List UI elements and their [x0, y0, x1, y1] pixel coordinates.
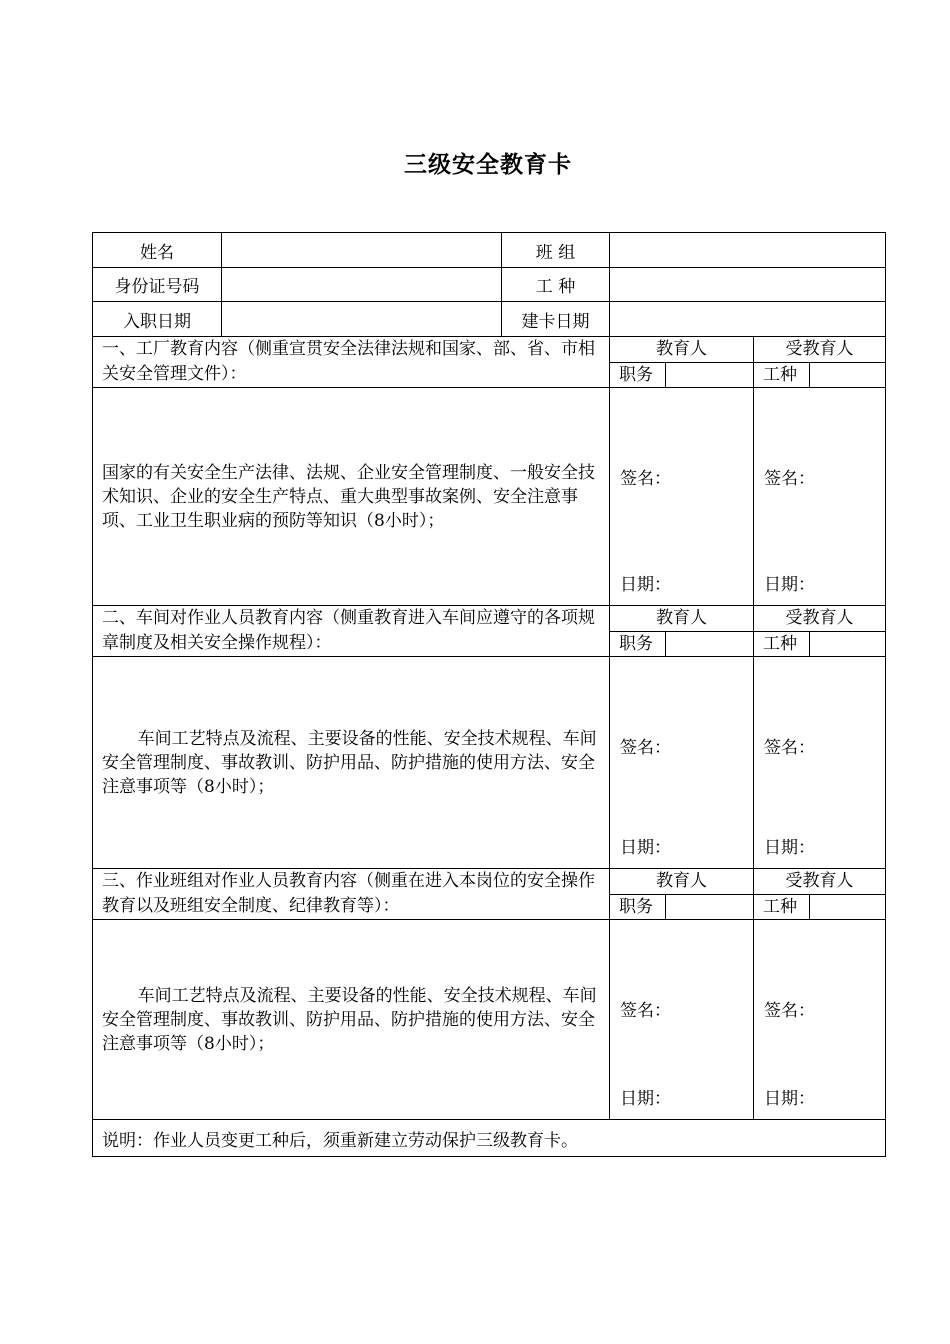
educator-label: 教育人: [610, 869, 753, 895]
sign-label: 签名：: [764, 738, 815, 758]
note-row: [93, 1120, 886, 1157]
job-type-field[interactable]: [610, 268, 886, 302]
educator-label: 教育人: [610, 337, 753, 363]
educator-sign-box[interactable]: [610, 657, 754, 869]
date-label: 日期：: [620, 575, 671, 595]
educatee-header: [754, 869, 886, 920]
card-date-field[interactable]: [610, 302, 886, 337]
educator-header: [610, 337, 754, 388]
section-heading: 三、作业班组对作业人员教育内容（侧重在进入本岗位的安全操作教育以及班组安全制度、纪律教育等）：: [93, 869, 610, 920]
position-field[interactable]: [666, 895, 753, 919]
sign-label: 签名：: [764, 469, 815, 489]
name-field[interactable]: [222, 233, 502, 268]
educatee-label: 受教育人: [754, 606, 885, 632]
id-number-field[interactable]: [222, 268, 502, 302]
info-row-id: [93, 268, 886, 302]
note-text: 说明：作业人员变更工种后，须重新建立劳动保护三级教育卡。: [93, 1120, 886, 1157]
educator-header: [610, 869, 754, 920]
job-type-label: 工种: [754, 363, 810, 387]
job-type-label: 工种: [754, 632, 810, 656]
section-content: 车间工艺特点及流程、主要设备的性能、安全技术规程、车间安全管理制度、事故教训、防护用品、防护措施的使用方法、安全注意事项等（8小时）；: [93, 920, 610, 1120]
sign-label: 签名：: [764, 1001, 815, 1021]
section-body-row: [93, 657, 886, 869]
date-label: 日期：: [764, 575, 815, 595]
educatee-label: 受教育人: [754, 869, 885, 895]
sign-label: 签名：: [620, 1001, 671, 1021]
card-date-label: 建卡日期: [502, 302, 610, 337]
section-body-row: [93, 388, 886, 606]
education-card-table: [92, 232, 886, 1157]
section-heading: 一、工厂教育内容（侧重宣贯安全法律法规和国家、部、省、市相关安全管理文件）：: [93, 337, 610, 388]
position-field[interactable]: [666, 363, 753, 387]
section-content: 车间工艺特点及流程、主要设备的性能、安全技术规程、车间安全管理制度、事故教训、防护用品、防护措施的使用方法、安全注意事项等（8小时）；: [93, 657, 610, 869]
educator-label: 教育人: [610, 606, 753, 632]
date-label: 日期：: [620, 838, 671, 858]
job-type-field[interactable]: [810, 632, 885, 656]
educatee-sign-box[interactable]: [754, 657, 886, 869]
position-label: 职务: [610, 895, 666, 919]
job-type-field[interactable]: [810, 363, 885, 387]
sign-label: 签名：: [620, 469, 671, 489]
info-row-name: [93, 233, 886, 268]
page-title: 三级安全教育卡: [404, 152, 572, 178]
job-type-label: 工 种: [502, 268, 610, 302]
position-label: 职务: [610, 632, 666, 656]
team-label: 班 组: [502, 233, 610, 268]
educatee-label: 受教育人: [754, 337, 885, 363]
date-label: 日期：: [764, 1089, 815, 1109]
section-header-row: [93, 606, 886, 657]
educatee-header: [754, 337, 886, 388]
position-field[interactable]: [666, 632, 753, 656]
section-body-row: [93, 920, 886, 1120]
hire-date-field[interactable]: [222, 302, 502, 337]
educator-sign-box[interactable]: [610, 920, 754, 1120]
job-type-label: 工种: [754, 895, 810, 919]
info-row-dates: [93, 302, 886, 337]
section-header-row: [93, 337, 886, 388]
educatee-sign-box[interactable]: [754, 388, 886, 606]
educatee-sign-box[interactable]: [754, 920, 886, 1120]
id-number-label: 身份证号码: [93, 268, 222, 302]
section-heading: 二、车间对作业人员教育内容（侧重教育进入车间应遵守的各项规章制度及相关安全操作规程）：: [93, 606, 610, 657]
position-label: 职务: [610, 363, 666, 387]
job-type-field[interactable]: [810, 895, 885, 919]
date-label: 日期：: [764, 838, 815, 858]
team-field[interactable]: [610, 233, 886, 268]
section-content: 国家的有关安全生产法律、法规、企业安全管理制度、一般安全技术知识、企业的安全生产特点、重大典型事故案例、安全注意事项、工业卫生职业病的预防等知识（8小时）；: [93, 388, 610, 606]
sign-label: 签名：: [620, 738, 671, 758]
section-header-row: [93, 869, 886, 920]
hire-date-label: 入职日期: [93, 302, 222, 337]
educator-sign-box[interactable]: [610, 388, 754, 606]
educatee-header: [754, 606, 886, 657]
name-label: 姓名: [93, 233, 222, 268]
date-label: 日期：: [620, 1089, 671, 1109]
educator-header: [610, 606, 754, 657]
